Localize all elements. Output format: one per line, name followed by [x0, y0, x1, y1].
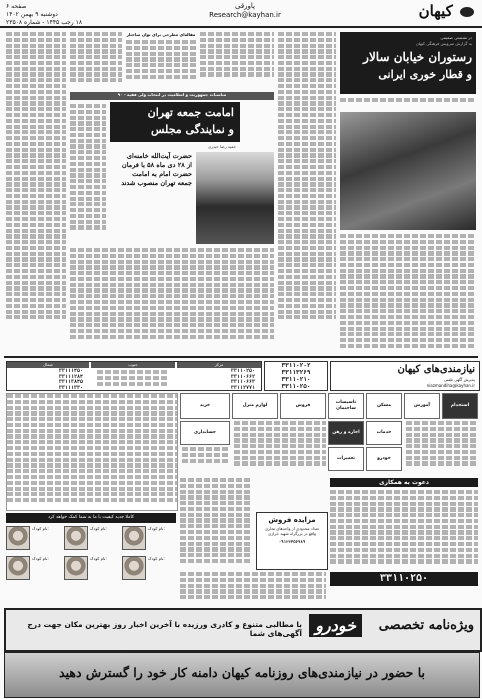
section-name: پاورقی — [234, 2, 256, 10]
category-cell[interactable]: فروش — [280, 393, 326, 419]
right-headline-2: و قطار خوری ایرانی — [378, 68, 472, 81]
khodro-brand: خودرو — [309, 614, 362, 637]
middle-kicker: مناسبات جمهوریت و اسلامیت در انتخاب ولی فقیه - ۹۰ — [70, 92, 274, 100]
auction-box — [256, 512, 328, 570]
category-cell[interactable]: آموزش — [404, 393, 440, 419]
classified-dense-text — [6, 393, 178, 511]
text-column-3 — [278, 32, 336, 352]
baby-photo — [64, 556, 88, 580]
khodro-ad[interactable] — [4, 608, 482, 652]
bottom-ad[interactable] — [4, 652, 480, 698]
text-column-mid-bottom — [70, 248, 274, 352]
middle-headline-1: امامت جمعه تهران — [147, 106, 234, 119]
right-headline-block — [340, 32, 476, 94]
center-phones — [231, 369, 255, 391]
category-cell[interactable]: اجاره و رهن — [328, 421, 364, 445]
category-cell[interactable]: خودرو — [366, 447, 402, 471]
date-block — [6, 3, 82, 27]
phone-2: ۳۳۱۱۳۲۶۹ — [281, 369, 311, 376]
classified-text-5 — [180, 572, 326, 604]
north-phone-2: ۳۳۱۱۱۲۸۴ — [58, 373, 83, 380]
logo-badge-icon — [460, 7, 474, 17]
classified-text-4 — [180, 478, 252, 568]
date-line-2: ۱۸ رجب ۱۴۴۵ - شماره ۲۳۵۰۸ — [6, 19, 83, 26]
birth-banner: کاملا جدید کیفیت با ما به شما کمک خواهد کرد — [6, 513, 176, 523]
north-phone-1: ۳۳۱۱۱۴۵۰ — [58, 368, 83, 374]
khodro-text: با مطالبی متنوع و کادری ورزیده با آخرین اخبار روز بهترین مکان جهت درج آگهی‌های شما — [27, 620, 302, 638]
baby-photo — [122, 526, 146, 550]
north-phone-3: ۳۳۱۱۳۸۴۵ — [58, 379, 83, 385]
baby-label: نام کودک: — [90, 556, 107, 561]
phone-3: ۳۳۱۱۰۲۱۰ — [281, 376, 311, 383]
logo — [419, 2, 474, 20]
text-column-1 — [6, 32, 66, 352]
auction-title: مزایده فروش — [268, 516, 316, 524]
middle-headline-block — [110, 102, 240, 142]
logo-text: کیهان — [418, 2, 453, 20]
text-column-side — [126, 40, 196, 88]
khodro-line: ویژه‌نامه تخصصی — [378, 618, 474, 633]
portrait-photo — [196, 152, 274, 244]
phone-1: ۳۳۱۱۰۲۰۲ — [281, 362, 311, 369]
category-cell[interactable]: خرید — [180, 393, 230, 419]
category-cell[interactable]: مسکن — [366, 393, 402, 419]
text-column-2-top — [200, 32, 274, 86]
category-cell[interactable]: تاسیسات ساختمان — [328, 393, 364, 419]
invite-banner: دعوت به همکاری — [330, 478, 478, 487]
baby-photo — [6, 526, 30, 550]
bottom-ad-text: با حضور در نیازمندی‌های روزنامه کیهان دامنه کار خود را گسترش دهید — [59, 665, 425, 680]
section-divider — [4, 356, 478, 358]
baby-label: نام کودک: — [32, 526, 49, 531]
category-cell[interactable]: حسابداری — [180, 421, 230, 445]
classifieds-title: نیازمندی‌های کیهان — [397, 364, 475, 375]
north-phones — [59, 369, 83, 391]
right-photo — [340, 112, 476, 230]
baby-photo — [64, 526, 88, 550]
center-phone-4: ۳۳۱۱۲۷۷۱ — [230, 384, 255, 391]
text-column-side-2 — [70, 32, 122, 90]
north-head: شمال — [7, 362, 89, 368]
date-line-1: دوشنبه ۹ بهمن ۱۴۰۲ — [6, 11, 58, 18]
category-grid-2 — [180, 393, 326, 475]
classified-text — [406, 421, 478, 471]
right-text-col — [340, 234, 476, 352]
section-email: Research@kayhan.ir — [209, 11, 281, 19]
baby-label: نام کودک: — [148, 526, 165, 531]
phone-list — [264, 361, 328, 391]
baby-label: نام کودک: — [32, 556, 49, 561]
right-subtitle: به گزارش سرویس فرهنگی کیهان — [415, 41, 472, 46]
auction-sub: تعداد محدودی از واحدهای تجاری — [265, 526, 319, 531]
middle-lead: حضرت آیت‌الله خامنه‌ای از ۲۸ دی ماه ۵۸ با فرمان حضرت امام به امامت جمعه تهران منصوب شدند — [121, 152, 192, 187]
center-phone-3: ۳۳۱۱۰۶۶۳ — [230, 379, 255, 385]
side-title: مقاله‌ای مطرحی برای توان ساختار — [126, 32, 196, 37]
auction-phone: ۰۹۱۲۳۴۵۶۷۸۹ — [278, 539, 306, 544]
classified-text-3 — [182, 447, 230, 471]
section-info — [190, 2, 300, 20]
category-cell[interactable]: خدمات — [366, 421, 402, 445]
auction-sub-2: واقع در بزرگراه شهید خرازی — [268, 531, 316, 536]
south-head: جنوب — [91, 362, 175, 368]
center-phone-1: ۳۳۱۱۰۲۵۰ — [230, 368, 255, 374]
north-phone-4: ۳۳۱۱۱۳۳۰ — [58, 384, 83, 391]
classifieds-email: niazmandiha@kayhan.ir — [426, 383, 475, 388]
middle-author: حمید رضا حیدری — [207, 144, 236, 149]
invite-text — [330, 490, 478, 568]
middle-headline-2: و نمایندگی مجلس — [151, 123, 234, 136]
phone-tables — [6, 361, 262, 391]
classified-text-2 — [234, 421, 326, 471]
baby-photo — [6, 556, 30, 580]
right-kicker: در نشستی صمیمی — [440, 35, 472, 40]
baby-label: نام کودک: — [90, 526, 107, 531]
baby-photo — [122, 556, 146, 580]
category-grid — [330, 393, 478, 475]
phone-4: ۳۳۱۱۰۲۵۰ — [281, 383, 311, 390]
category-cell[interactable]: لوازم منزل — [232, 393, 278, 419]
south-text — [97, 370, 169, 388]
page-number: صفحه ۶ — [6, 3, 27, 10]
right-text-top — [340, 98, 476, 106]
masthead — [0, 0, 482, 28]
center-head: مرکز — [177, 362, 261, 368]
birth-grid — [6, 526, 176, 604]
category-cell[interactable]: تعمیرات — [328, 447, 364, 471]
right-headline-1: رستوران خیابان سالار — [363, 50, 472, 64]
classifieds-header — [330, 361, 480, 391]
big-phone[interactable]: ۳۳۱۱۰۲۵۰ — [330, 572, 478, 586]
center-phone-2: ۳۳۱۱۰۶۶۲ — [230, 373, 255, 380]
baby-label: نام کودک: — [148, 556, 165, 561]
text-column-mid-left — [70, 104, 106, 244]
classifieds-subtitle: پذیرش آگهی تلفنی — [443, 377, 475, 382]
category-cell[interactable]: استخدام — [442, 393, 478, 419]
